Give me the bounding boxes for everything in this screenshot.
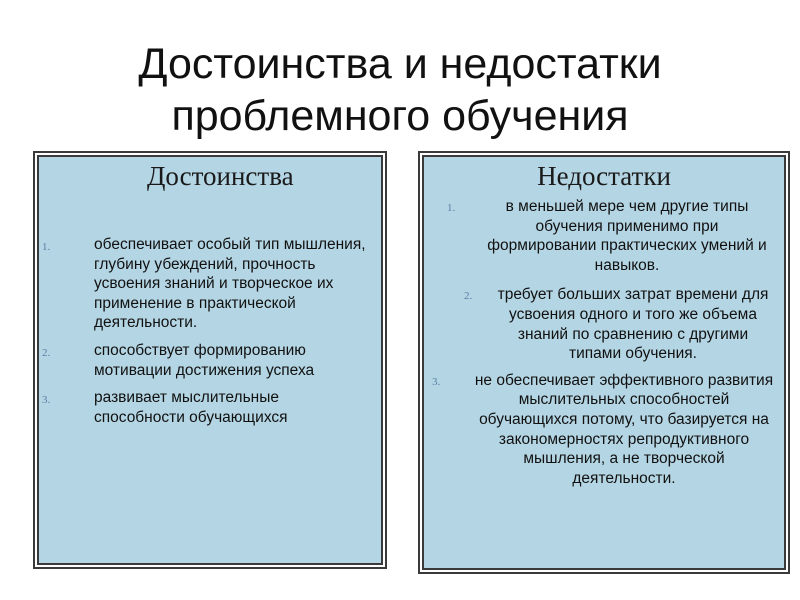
disadvantage-text: в меньшей мере чем другие типы обучения применимо при формировании практических умений и навыков.: [487, 198, 767, 274]
disadvantages-panel: [422, 155, 786, 570]
list-number: 2.: [42, 346, 51, 359]
disadvantages-list: [424, 197, 784, 488]
slide-title-line-1: Достоинства и недостатки: [138, 40, 662, 88]
list-number: 3.: [42, 394, 51, 407]
disadvantage-item-2: [424, 285, 784, 363]
disadvantages-heading: Недостатки: [537, 161, 671, 191]
list-number: 1.: [447, 202, 456, 214]
disadvantage-text: не обеспечивает эффективного развития мыслительных способностей обучающихся потому, что базируется на закономерностях репродуктивного мышления, а не творческой деятельности.: [474, 371, 774, 487]
disadvantage-item-3: [424, 371, 784, 489]
advantage-text: обеспечивает особый тип мышления, глубину убеждений, прочность усвоения знаний и творческое их применение в практической деятельности.: [94, 236, 366, 332]
advantage-item-1: [39, 235, 381, 333]
advantages-list: [39, 235, 381, 427]
advantages-heading: Достоинства: [147, 161, 294, 191]
list-number: 1.: [42, 241, 51, 253]
list-number: 2.: [464, 290, 473, 303]
advantages-panel: [37, 155, 383, 565]
advantage-item-3: [39, 388, 381, 427]
advantage-item-2: [39, 341, 381, 380]
disadvantage-item-1: [424, 197, 784, 275]
slide-title-line-2: проблемного обучения: [171, 92, 629, 140]
slide-title: [0, 38, 800, 142]
advantage-text: способствует формированию мотивации достижения успеха: [94, 341, 315, 379]
list-number: 3.: [432, 375, 441, 388]
advantage-text: развивает мыслительные способности обучающихся: [94, 389, 288, 426]
disadvantage-text: требует больших затрат времени для усвоения одного и того же объема знаний по сравнению с другими типами обучения.: [497, 286, 769, 363]
